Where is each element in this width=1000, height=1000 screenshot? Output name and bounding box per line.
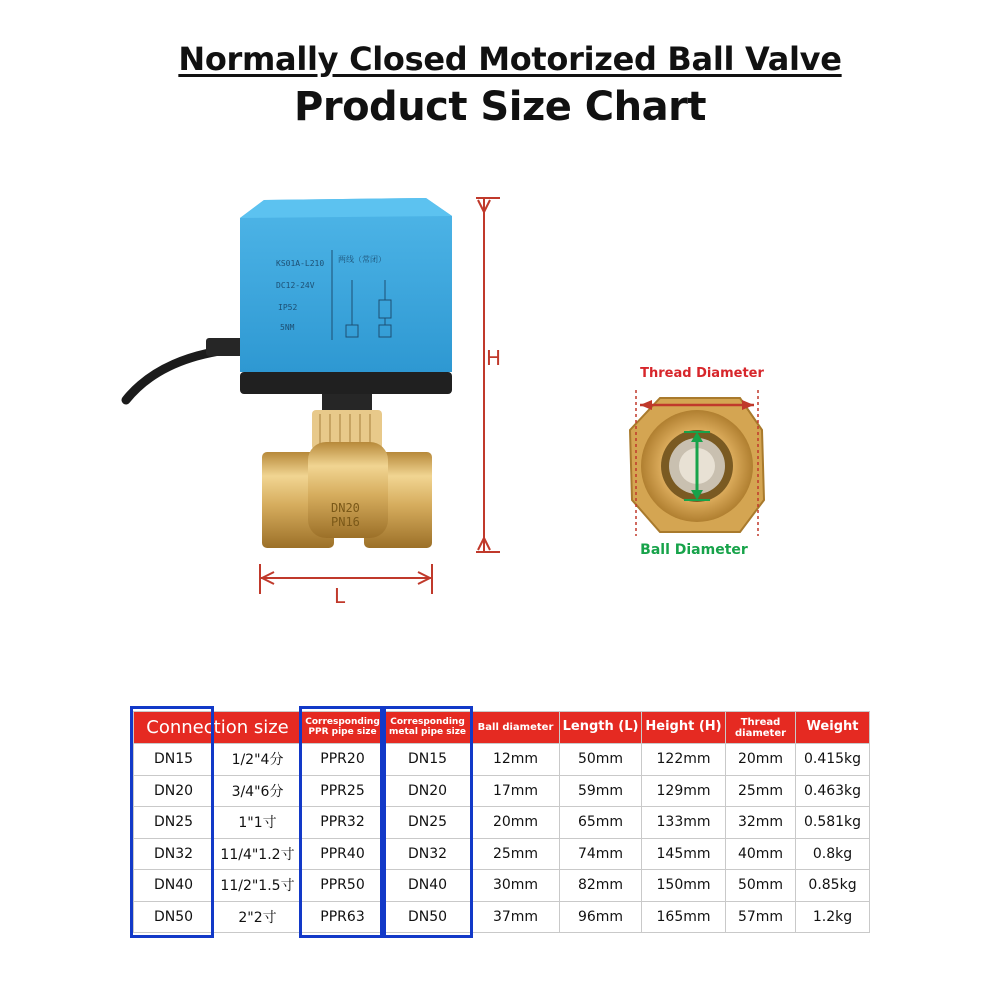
- header-ppr-pipe-size: Corresponding PPR pipe size: [302, 712, 384, 744]
- cell-metal-size: DN15: [384, 744, 472, 776]
- table-row: [134, 870, 870, 902]
- cell-dn: DN40: [134, 870, 214, 902]
- cell-metal-size: DN40: [384, 870, 472, 902]
- cell-thread-diameter: 40mm: [726, 838, 796, 870]
- cell-length: 59mm: [560, 775, 642, 807]
- cell-length: 74mm: [560, 838, 642, 870]
- header-thread-diameter: Thread diameter: [726, 712, 796, 744]
- cell-dn: DN50: [134, 901, 214, 933]
- cell-length: 65mm: [560, 807, 642, 839]
- cell-inch-size: 1/2"4分: [214, 744, 302, 776]
- body-size-text: DN20: [331, 501, 360, 515]
- cell-inch-size: 11/4"1.2寸: [214, 838, 302, 870]
- cell-height: 129mm: [642, 775, 726, 807]
- actuator-torque-text: 5NM: [280, 323, 295, 332]
- page-subtitle: Product Size Chart: [294, 84, 706, 130]
- height-dimension: [476, 198, 500, 552]
- size-chart-table: [133, 711, 870, 933]
- cell-ball-diameter: 17mm: [472, 775, 560, 807]
- actuator-wiring-text: 两线（常闭）: [338, 255, 386, 264]
- cell-thread-diameter: 50mm: [726, 870, 796, 902]
- length-label: L: [334, 584, 346, 608]
- actuator-voltage-text: DC12-24V: [276, 281, 315, 290]
- cell-height: 150mm: [642, 870, 726, 902]
- thread-diameter-label: Thread Diameter: [640, 366, 764, 381]
- cell-ppr-size: PPR63: [302, 901, 384, 933]
- table-header-row: [134, 712, 870, 744]
- cell-ppr-size: PPR20: [302, 744, 384, 776]
- cell-ppr-size: PPR50: [302, 870, 384, 902]
- cell-thread-diameter: 32mm: [726, 807, 796, 839]
- table-row: [134, 901, 870, 933]
- valve-end-view: [630, 390, 764, 536]
- table-row: [134, 775, 870, 807]
- cell-metal-size: DN32: [384, 838, 472, 870]
- cell-ppr-size: PPR32: [302, 807, 384, 839]
- cell-weight: 0.8kg: [796, 838, 870, 870]
- cell-inch-size: 11/2"1.5寸: [214, 870, 302, 902]
- table-row: [134, 807, 870, 839]
- length-dimension: [260, 564, 432, 594]
- valve-stem: [312, 394, 382, 450]
- cell-dn: DN32: [134, 838, 214, 870]
- actuator-body: [240, 198, 452, 394]
- cell-length: 50mm: [560, 744, 642, 776]
- cell-height: 133mm: [642, 807, 726, 839]
- actuator-model-text: KS01A-L210: [276, 259, 325, 268]
- header-height: Height (H): [642, 712, 726, 744]
- cell-length: 96mm: [560, 901, 642, 933]
- cell-inch-size: 2"2寸: [214, 901, 302, 933]
- cell-weight: 0.581kg: [796, 807, 870, 839]
- cell-ball-diameter: 30mm: [472, 870, 560, 902]
- cell-inch-size: 3/4"6分: [214, 775, 302, 807]
- cell-metal-size: DN25: [384, 807, 472, 839]
- cell-thread-diameter: 25mm: [726, 775, 796, 807]
- cell-thread-diameter: 20mm: [726, 744, 796, 776]
- cell-dn: DN20: [134, 775, 214, 807]
- cell-height: 122mm: [642, 744, 726, 776]
- cell-dn: DN25: [134, 807, 214, 839]
- actuator-ip-text: IP52: [278, 303, 298, 312]
- height-label: H: [486, 346, 502, 370]
- cell-metal-size: DN50: [384, 901, 472, 933]
- header-weight: Weight: [796, 712, 870, 744]
- cell-weight: 1.2kg: [796, 901, 870, 933]
- cell-weight: 0.85kg: [796, 870, 870, 902]
- cell-ball-diameter: 20mm: [472, 807, 560, 839]
- table-row: [134, 838, 870, 870]
- header-metal-pipe-size: Corresponding metal pipe size: [384, 712, 472, 744]
- cell-ppr-size: PPR40: [302, 838, 384, 870]
- body-pressure-text: PN16: [331, 515, 360, 529]
- page-title: Normally Closed Motorized Ball Valve: [178, 40, 842, 78]
- cell-thread-diameter: 57mm: [726, 901, 796, 933]
- cell-ball-diameter: 37mm: [472, 901, 560, 933]
- cell-weight: 0.463kg: [796, 775, 870, 807]
- table-row: [134, 744, 870, 776]
- cell-ppr-size: PPR25: [302, 775, 384, 807]
- ball-diameter-label: Ball Diameter: [640, 542, 748, 558]
- cell-ball-diameter: 25mm: [472, 838, 560, 870]
- cell-metal-size: DN20: [384, 775, 472, 807]
- power-cable: [126, 338, 246, 400]
- cell-height: 145mm: [642, 838, 726, 870]
- header-ball-diameter: Ball diameter: [472, 712, 560, 744]
- cell-inch-size: 1"1寸: [214, 807, 302, 839]
- cell-ball-diameter: 12mm: [472, 744, 560, 776]
- cell-weight: 0.415kg: [796, 744, 870, 776]
- header-connection-size: Connection size: [134, 712, 302, 744]
- header-length: Length (L): [560, 712, 642, 744]
- cell-length: 82mm: [560, 870, 642, 902]
- cell-dn: DN15: [134, 744, 214, 776]
- valve-body: [262, 442, 432, 548]
- cell-height: 165mm: [642, 901, 726, 933]
